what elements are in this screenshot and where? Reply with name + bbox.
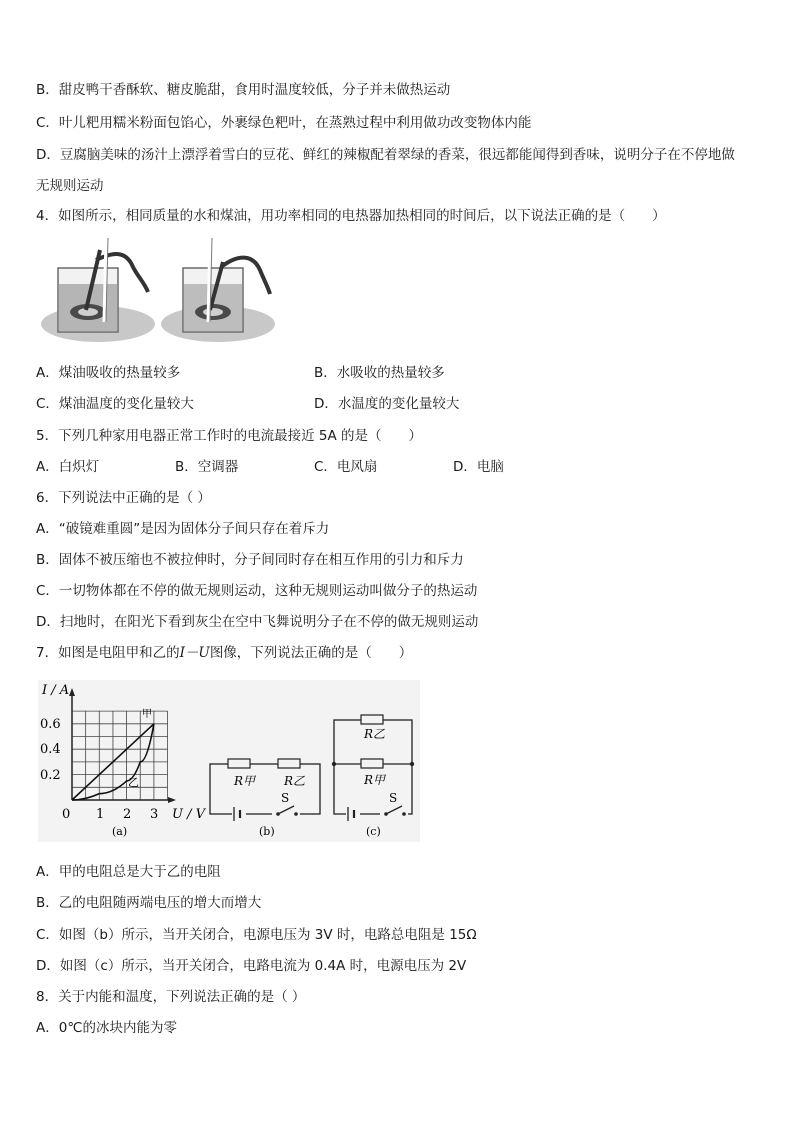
q8-option-a: A．0℃的冰块内能为零: [36, 1020, 177, 1036]
x-tick-label: 0: [62, 807, 71, 822]
q8-stem: 8．关于内能和温度，下列说法正确的是（ ）: [36, 989, 306, 1005]
q4-option-d: D．水温度的变化量较大: [314, 396, 460, 412]
resistor-jia-label: R甲: [234, 774, 256, 788]
q7-option-c: C．如图（b）所示，当开关闭合，电源电压为 3V 时，电路总电阻是 15Ω: [36, 927, 477, 943]
resistor-jia-c: [361, 759, 383, 768]
q5-option-c: C．电风扇: [314, 459, 378, 475]
circuit-b: [210, 759, 320, 838]
q7-figure-svg: [38, 680, 420, 842]
q3-option-d-line1: D．豆腐脑美味的汤汁上漂浮着雪白的豆花、鲜红的辣椒配着翠绿的香菜，很远都能闻得到香味，说明分子在不停地做: [36, 147, 735, 163]
q3-option-b: B．甜皮鸭干香酥软、糖皮脆甜，食用时温度较低，分子并未做热运动: [36, 82, 451, 98]
graph-x-axis-arrow: [168, 797, 176, 803]
x-tick-label: 1: [96, 807, 105, 822]
q7-stem-prefix: 7．如图是电阻甲和乙的: [36, 645, 180, 661]
series-label-jia: 甲: [142, 709, 152, 720]
q7-option-d: D．如图（c）所示，当开关闭合，电路电流为 0.4A 时，电源电压为 2V: [36, 958, 467, 974]
y-tick-label: 0.4: [40, 742, 61, 757]
q7-option-b: B．乙的电阻随两端电压的增大而增大: [36, 895, 262, 911]
q7-stem-variable: I－U: [179, 645, 210, 661]
graph-y-axis-arrow: [69, 688, 75, 696]
graph-x-axis-label: U / V: [172, 807, 205, 822]
switch-label: S: [281, 791, 290, 805]
series-label-yi: 乙: [128, 776, 139, 789]
q4-option-c: C．煤油温度的变化量较大: [36, 396, 194, 412]
q3-option-c: C．叶儿粑用糯米粉面包馅心，外裹绿色粑叶，在蒸熟过程中利用做功改变物体内能: [36, 115, 532, 131]
q6-option-b: B．固体不被压缩也不被拉伸时，分子间同时存在相互作用的引力和斥力: [36, 552, 464, 568]
q7-stem-suffix: 图像，下列说法正确的是（ ）: [209, 645, 413, 661]
q7-stem: [36, 643, 412, 663]
graph-y-axis-label: I / A: [42, 683, 70, 698]
q5-stem: 5．下列几种家用电器正常工作时的电流最接近 5A 的是（ ）: [36, 428, 422, 444]
switch-label-c: S: [389, 791, 398, 805]
q6-option-d: D．扫地时，在阳光下看到灰尘在空中飞舞说明分子在不停的做无规则运动: [36, 614, 479, 630]
graph-caption: (a): [112, 825, 128, 838]
resistor-jia-c-label: R甲: [364, 773, 386, 787]
beakers-image: [38, 232, 278, 348]
q4-beakers-figure: [38, 232, 278, 348]
q7-option-a: A．甲的电阻总是大于乙的电阻: [36, 864, 221, 880]
x-tick-label: 2: [123, 807, 132, 822]
q4-option-b: B．水吸收的热量较多: [314, 365, 445, 381]
q5-option-a: A．白炽灯: [36, 459, 100, 475]
resistor-yi-c: [361, 715, 383, 724]
q4-stem: 4．如图所示，相同质量的水和煤油，用功率相同的电热器加热相同的时间后，以下说法正确的是（ ）: [36, 208, 666, 224]
iu-graph: [40, 683, 207, 838]
circuit-c: [332, 715, 414, 838]
circuit-b-caption: (b): [259, 825, 275, 838]
q6-option-a: A．“破镜难重圆”是因为固体分子间只存在着斥力: [36, 521, 330, 537]
q4-option-a: A．煤油吸收的热量较多: [36, 365, 181, 381]
q6-option-c: C．一切物体都在不停的做无规则运动，这种无规则运动叫做分子的热运动: [36, 583, 478, 599]
q6-stem: 6．下列说法中正确的是（ ）: [36, 490, 211, 506]
x-tick-label: 3: [150, 807, 159, 822]
resistor-yi-c-label: R乙: [364, 727, 386, 741]
q3-option-d-line2: 无规则运动: [36, 178, 104, 194]
q5-option-b: B．空调器: [175, 459, 239, 475]
q5-option-d: D．电脑: [453, 459, 504, 475]
resistor-jia: [228, 759, 250, 768]
y-tick-label: 0.6: [40, 717, 61, 732]
y-tick-label: 0.2: [40, 768, 61, 783]
q7-figure: [38, 680, 420, 842]
resistor-yi: [278, 759, 300, 768]
circuit-c-caption: (c): [366, 825, 381, 838]
resistor-yi-label: R乙: [284, 774, 306, 788]
